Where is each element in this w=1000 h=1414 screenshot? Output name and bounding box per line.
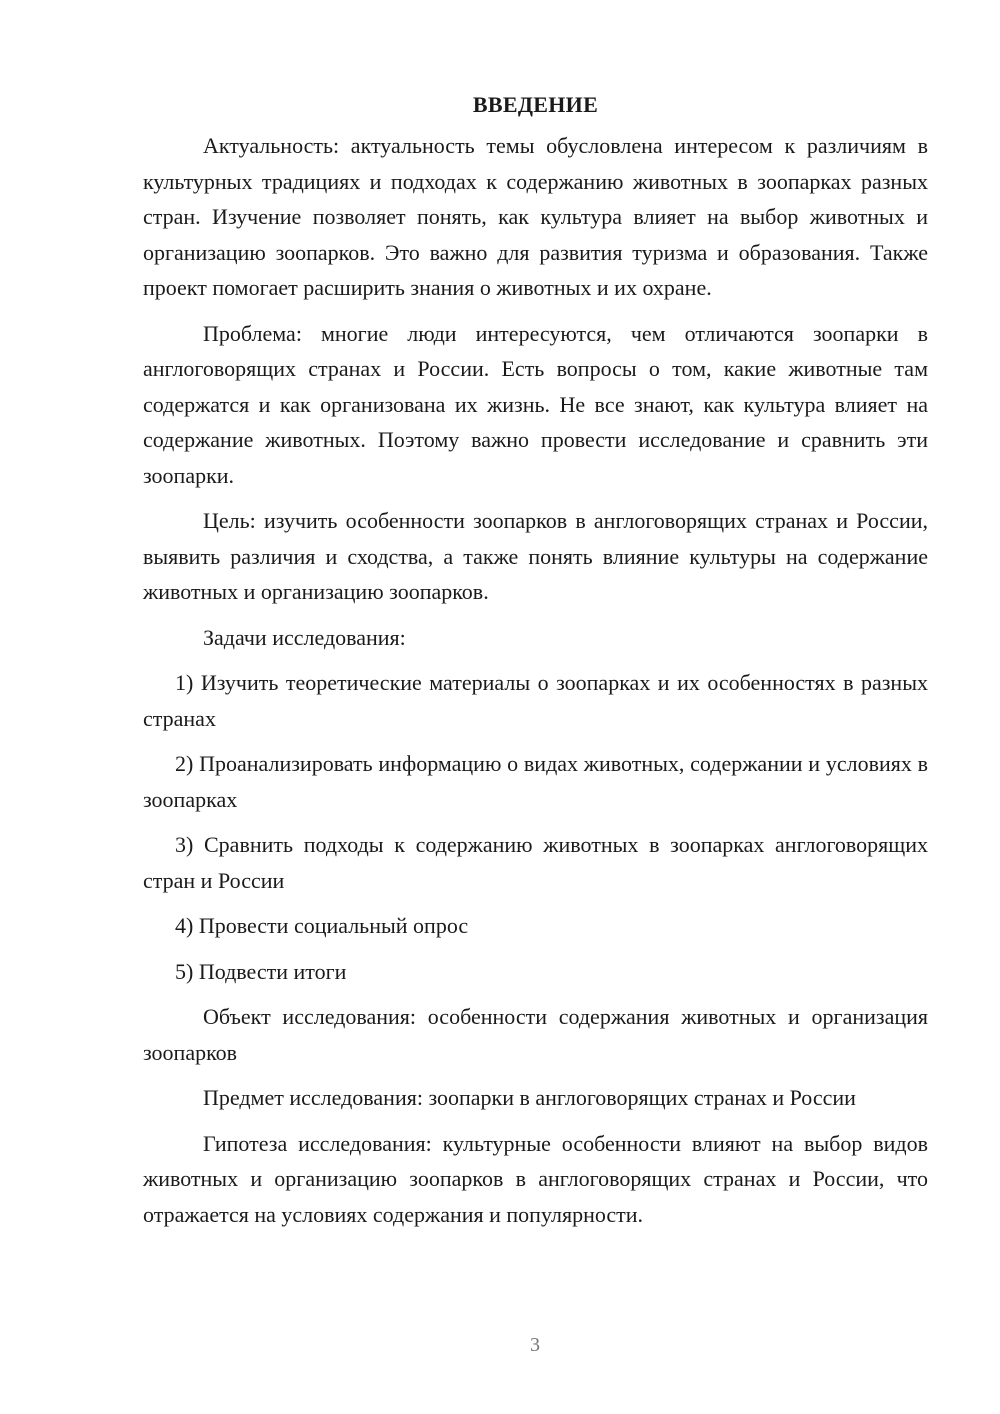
tasks-heading: Задачи исследования:: [203, 624, 406, 650]
task-item: 4) Провести социальный опрос: [175, 913, 469, 938]
relevance-paragraph: Актуальность: актуальность темы обусловлена интересом к различиям в культурных традициях и подходах к содержанию животных в зоопарках разных стран. Изучение позволяет понять, как культура влияет на выбор животных и организацию зоопарков. Это важно для развития туризма и образования. Также проект помогает расширить знания о животных и их охране.: [143, 133, 928, 300]
task-item: 3) Сравнить подходы к содержанию животных в зоопарках англоговорящих стран и России: [143, 832, 928, 893]
task-item: 5) Подвести итоги: [175, 958, 347, 984]
object-paragraph: Объект исследования: особенности содержания животных и организация зоопарков: [143, 1004, 928, 1065]
problem-paragraph: Проблема: многие люди интересуются, чем отличаются зоопарки в англоговорящих странах и России. Есть вопросы о том, какие животные там содержатся и как организована их жизнь. Не все знают, как культура влияет на содержание животных. Поэтому важно провести исследование и сравнить эти зоопарки.: [143, 320, 928, 488]
document-page: [143, 90, 928, 1242]
subject-paragraph: Предмет исследования: зоопарки в англоговорящих странах и России: [203, 1085, 856, 1110]
section-title: ВВЕДЕНИЕ: [472, 92, 599, 117]
goal-paragraph: Цель: изучить особенности зоопарков в англоговорящих странах и России, выявить различия и сходства, а также понять влияние культуры на содержание животных и организацию зоопарков.: [143, 508, 928, 604]
task-item: 1) Изучить теоретические материалы о зоопарках и их особенностях в разных странах: [143, 670, 928, 731]
hypothesis-paragraph: Гипотеза исследования: культурные особенности влияют на выбор видов животных и организацию зоопарков в англоговорящих странах и России, что отражается на условиях содержания и популярности.: [143, 1130, 928, 1227]
page-number: 3: [530, 1334, 540, 1356]
task-item: 2) Проанализировать информацию о видах животных, содержании и условиях в зоопарках: [143, 751, 928, 812]
